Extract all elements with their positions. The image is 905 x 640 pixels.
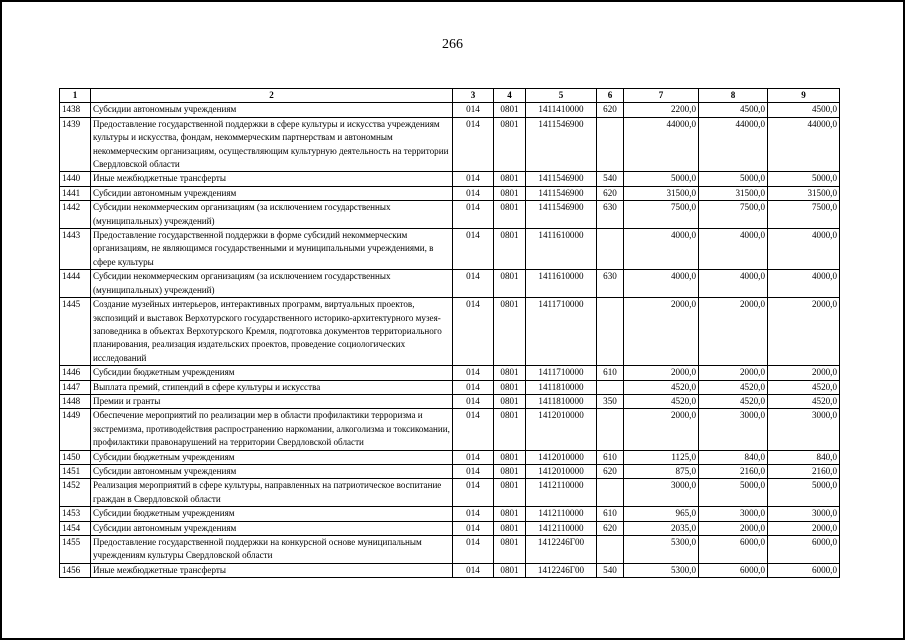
target-code-cell: 1412010000 [526,450,597,464]
amount-year2-cell: 4000,0 [699,270,768,298]
amount-year1-cell: 4000,0 [624,270,699,298]
amount-year1-cell: 4520,0 [624,394,699,408]
table-row [60,563,840,577]
table-row [60,270,840,298]
target-code-cell: 1411546900 [526,117,597,172]
amount-year3-cell: 3000,0 [768,507,840,521]
ministry-code-cell: 014 [453,521,494,535]
table-row [60,464,840,478]
ministry-code-cell: 014 [453,366,494,380]
target-code-cell: 1411610000 [526,270,597,298]
expense-type-cell: 620 [597,521,624,535]
amount-year2-cell: 4520,0 [699,394,768,408]
expense-name-cell: Реализация мероприятий в сфере культуры, направленных на патриотическое воспитание граждан в Свердловской области [91,479,453,507]
amount-year1-cell: 2035,0 [624,521,699,535]
table-row [60,186,840,200]
amount-year1-cell: 31500,0 [624,186,699,200]
amount-year2-cell: 6000,0 [699,536,768,564]
expense-type-cell: 540 [597,172,624,186]
target-code-cell: 1411810000 [526,380,597,394]
expense-type-cell: 620 [597,186,624,200]
amount-year2-cell: 6000,0 [699,563,768,577]
expense-name-cell: Субсидии автономным учреждениям [91,464,453,478]
expense-name-cell: Субсидии автономным учреждениям [91,103,453,117]
column-header: 9 [768,89,840,103]
row-number-cell: 1448 [60,394,91,408]
expense-type-cell: 540 [597,563,624,577]
target-code-cell: 1412246Г00 [526,563,597,577]
section-code-cell: 0801 [494,563,526,577]
amount-year2-cell: 44000,0 [699,117,768,172]
expense-name-cell: Субсидии автономным учреждениям [91,186,453,200]
column-header: 2 [91,89,453,103]
expense-name-cell: Субсидии некоммерческим организациям (за исключением государственных (муниципальных) учреждений) [91,201,453,229]
amount-year3-cell: 31500,0 [768,186,840,200]
amount-year1-cell: 2000,0 [624,366,699,380]
ministry-code-cell: 014 [453,536,494,564]
expense-name-cell: Предоставление государственной поддержки в сфере культуры и искусства учреждениям культуры и искусства, фондам, некоммерческим партнерствам и автономным некоммерческим организациям, осуществляющим культурную деятельность на территории Свердловской области [91,117,453,172]
expense-name-cell: Предоставление государственной поддержки на конкурсной основе муниципальным учреждениям культуры Свердловской области [91,536,453,564]
expense-type-cell: 610 [597,507,624,521]
section-code-cell: 0801 [494,507,526,521]
ministry-code-cell: 014 [453,380,494,394]
ministry-code-cell: 014 [453,507,494,521]
amount-year3-cell: 4000,0 [768,229,840,270]
ministry-code-cell: 014 [453,270,494,298]
section-code-cell: 0801 [494,380,526,394]
target-code-cell: 1411710000 [526,366,597,380]
row-number-cell: 1445 [60,298,91,366]
amount-year2-cell: 3000,0 [699,409,768,450]
amount-year1-cell: 2000,0 [624,409,699,450]
amount-year3-cell: 2000,0 [768,366,840,380]
amount-year1-cell: 875,0 [624,464,699,478]
table-row [60,172,840,186]
target-code-cell: 1411810000 [526,394,597,408]
ministry-code-cell: 014 [453,229,494,270]
row-number-cell: 1447 [60,380,91,394]
expense-name-cell: Субсидии бюджетным учреждениям [91,450,453,464]
table-row [60,298,840,366]
expense-type-cell [597,409,624,450]
column-header: 7 [624,89,699,103]
amount-year3-cell: 4000,0 [768,270,840,298]
section-code-cell: 0801 [494,117,526,172]
section-code-cell: 0801 [494,172,526,186]
row-number-cell: 1444 [60,270,91,298]
amount-year3-cell: 5000,0 [768,172,840,186]
ministry-code-cell: 014 [453,186,494,200]
expense-type-cell [597,536,624,564]
table-row [60,521,840,535]
row-number-cell: 1456 [60,563,91,577]
target-code-cell: 1412110000 [526,479,597,507]
amount-year3-cell: 840,0 [768,450,840,464]
section-code-cell: 0801 [494,366,526,380]
ministry-code-cell: 014 [453,450,494,464]
row-number-cell: 1446 [60,366,91,380]
expense-name-cell: Предоставление государственной поддержки в форме субсидий некоммерческим организациям, не являющимся государственными и муниципальными учреждениями, в сфере культуры [91,229,453,270]
expense-name-cell: Иные межбюджетные трансферты [91,563,453,577]
amount-year3-cell: 3000,0 [768,409,840,450]
amount-year1-cell: 2000,0 [624,298,699,366]
expense-name-cell: Выплата премий, стипендий в сфере культуры и искусства [91,380,453,394]
expense-type-cell [597,229,624,270]
amount-year1-cell: 1125,0 [624,450,699,464]
amount-year1-cell: 2200,0 [624,103,699,117]
amount-year2-cell: 3000,0 [699,507,768,521]
row-number-cell: 1452 [60,479,91,507]
row-number-cell: 1440 [60,172,91,186]
table-header-row [60,89,840,103]
section-code-cell: 0801 [494,201,526,229]
expense-type-cell: 630 [597,201,624,229]
amount-year3-cell: 4520,0 [768,394,840,408]
expense-type-cell [597,298,624,366]
amount-year3-cell: 2000,0 [768,298,840,366]
row-number-cell: 1451 [60,464,91,478]
expense-type-cell: 620 [597,103,624,117]
expense-type-cell [597,117,624,172]
expense-type-cell: 350 [597,394,624,408]
row-number-cell: 1442 [60,201,91,229]
ministry-code-cell: 014 [453,117,494,172]
target-code-cell: 1412110000 [526,507,597,521]
amount-year1-cell: 44000,0 [624,117,699,172]
target-code-cell: 1412010000 [526,409,597,450]
target-code-cell: 1411710000 [526,298,597,366]
column-header: 3 [453,89,494,103]
amount-year3-cell: 2160,0 [768,464,840,478]
target-code-cell: 1411546900 [526,186,597,200]
ministry-code-cell: 014 [453,563,494,577]
expense-name-cell: Субсидии бюджетным учреждениям [91,366,453,380]
section-code-cell: 0801 [494,409,526,450]
table-row [60,507,840,521]
table-row [60,380,840,394]
target-code-cell: 1412110000 [526,521,597,535]
amount-year2-cell: 4500,0 [699,103,768,117]
amount-year2-cell: 840,0 [699,450,768,464]
expense-name-cell: Субсидии автономным учреждениям [91,521,453,535]
expense-type-cell [597,479,624,507]
ministry-code-cell: 014 [453,479,494,507]
amount-year2-cell: 2000,0 [699,366,768,380]
scan-border-top [0,0,905,2]
amount-year1-cell: 3000,0 [624,479,699,507]
amount-year3-cell: 2000,0 [768,521,840,535]
target-code-cell: 1411546900 [526,201,597,229]
expense-name-cell: Премии и гранты [91,394,453,408]
amount-year3-cell: 7500,0 [768,201,840,229]
row-number-cell: 1438 [60,103,91,117]
target-code-cell: 1411410000 [526,103,597,117]
ministry-code-cell: 014 [453,201,494,229]
table-row [60,450,840,464]
section-code-cell: 0801 [494,229,526,270]
scan-border-left [0,0,2,640]
amount-year3-cell: 6000,0 [768,563,840,577]
amount-year1-cell: 7500,0 [624,201,699,229]
amount-year3-cell: 4500,0 [768,103,840,117]
table-row [60,366,840,380]
expense-type-cell [597,380,624,394]
target-code-cell: 1411546900 [526,172,597,186]
row-number-cell: 1441 [60,186,91,200]
column-header: 6 [597,89,624,103]
amount-year1-cell: 4000,0 [624,229,699,270]
expense-type-cell: 610 [597,450,624,464]
ministry-code-cell: 014 [453,394,494,408]
amount-year2-cell: 4000,0 [699,229,768,270]
row-number-cell: 1449 [60,409,91,450]
section-code-cell: 0801 [494,479,526,507]
amount-year2-cell: 5000,0 [699,172,768,186]
expense-name-cell: Создание музейных интерьеров, интерактивных программ, виртуальных проектов, экспозиций и выставок Верхотурского государственного историко-архитектурного музея-заповедника в объектах Верхотурского Кремля, подготовка документов территориального планирования, реализация издательских проектов, проведение социологических исследований [91,298,453,366]
amount-year1-cell: 4520,0 [624,380,699,394]
row-number-cell: 1450 [60,450,91,464]
amount-year3-cell: 5000,0 [768,479,840,507]
table-row [60,103,840,117]
amount-year1-cell: 965,0 [624,507,699,521]
section-code-cell: 0801 [494,394,526,408]
table-row [60,117,840,172]
section-code-cell: 0801 [494,536,526,564]
ministry-code-cell: 014 [453,409,494,450]
section-code-cell: 0801 [494,298,526,366]
column-header: 5 [526,89,597,103]
table-row [60,201,840,229]
row-number-cell: 1455 [60,536,91,564]
expense-name-cell: Иные межбюджетные трансферты [91,172,453,186]
amount-year2-cell: 31500,0 [699,186,768,200]
target-code-cell: 1412246Г00 [526,536,597,564]
section-code-cell: 0801 [494,103,526,117]
table-row [60,409,840,450]
amount-year2-cell: 5000,0 [699,479,768,507]
amount-year2-cell: 2000,0 [699,298,768,366]
section-code-cell: 0801 [494,464,526,478]
table-row [60,536,840,564]
column-header: 1 [60,89,91,103]
expense-type-cell: 620 [597,464,624,478]
table-row [60,394,840,408]
expense-name-cell: Субсидии некоммерческим организациям (за исключением государственных (муниципальных) учреждений) [91,270,453,298]
row-number-cell: 1439 [60,117,91,172]
amount-year2-cell: 2160,0 [699,464,768,478]
amount-year1-cell: 5000,0 [624,172,699,186]
section-code-cell: 0801 [494,450,526,464]
amount-year2-cell: 2000,0 [699,521,768,535]
row-number-cell: 1454 [60,521,91,535]
ministry-code-cell: 014 [453,103,494,117]
column-header: 4 [494,89,526,103]
amount-year2-cell: 4520,0 [699,380,768,394]
row-number-cell: 1443 [60,229,91,270]
ministry-code-cell: 014 [453,464,494,478]
table-row [60,479,840,507]
amount-year3-cell: 44000,0 [768,117,840,172]
row-number-cell: 1453 [60,507,91,521]
amount-year1-cell: 5300,0 [624,536,699,564]
amount-year1-cell: 5300,0 [624,563,699,577]
section-code-cell: 0801 [494,186,526,200]
budget-table [59,88,840,578]
page-number: 266 [442,37,463,52]
table-row [60,229,840,270]
ministry-code-cell: 014 [453,172,494,186]
section-code-cell: 0801 [494,521,526,535]
target-code-cell: 1411610000 [526,229,597,270]
target-code-cell: 1412010000 [526,464,597,478]
expense-type-cell: 610 [597,366,624,380]
expense-name-cell: Обеспечение мероприятий по реализации мер в области профилактики терроризма и экстремизма, противодействия распространению наркомании, алкоголизма и токсикомании, профилактики правонарушений на территории Свердловской области [91,409,453,450]
amount-year3-cell: 6000,0 [768,536,840,564]
section-code-cell: 0801 [494,270,526,298]
amount-year3-cell: 4520,0 [768,380,840,394]
expense-name-cell: Субсидии бюджетным учреждениям [91,507,453,521]
column-header: 8 [699,89,768,103]
amount-year2-cell: 7500,0 [699,201,768,229]
expense-type-cell: 630 [597,270,624,298]
ministry-code-cell: 014 [453,298,494,366]
